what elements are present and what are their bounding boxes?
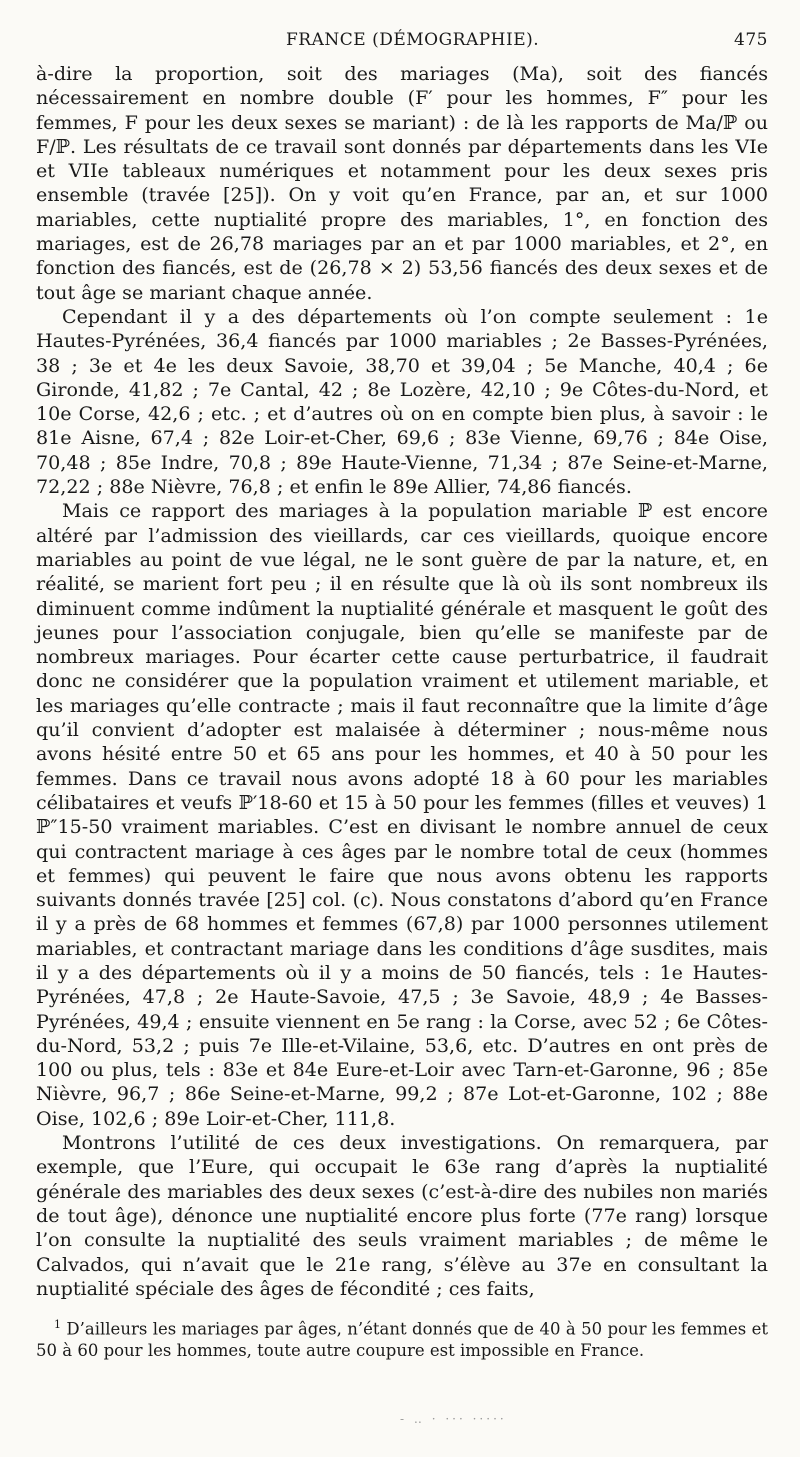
- scan-mark: ‥: [413, 1412, 425, 1426]
- page-number: 475: [734, 30, 768, 50]
- paragraph: Cependant il y a des départements où l’on compte seulement : 1e Hautes-Pyrénées, 36,4 fiancés par 1000 mariables ; 2e Basses-Pyrénées, 38 ; 3e et 4e les deux Savoie, 38,70 et 39,04 ; 5e Manche, 40,4 ; 6e Gironde, 41,82 ; 7e Cantal, 42 ; 8e Lozère, 42,10 ; 9e Côtes-du-Nord, et 10e Corse, 42,6 ; etc. ; et d’autres où on en compte bien plus, à savoir : le 81e Aisne, 67,4 ; 82e Loir-et-Cher, 69,6 ; 83e Vienne, 69,76 ; 84e Oise, 70,48 ; 85e Indre, 70,8 ; 89e Haute-Vienne, 71,34 ; 87e Seine-et-Marne, 72,22 ; 88e Nièvre, 76,8 ; et enfin le 89e Allier, 74,86 fiancés.: [36, 304, 768, 499]
- scan-mark: -: [400, 1412, 408, 1426]
- paragraph: Mais ce rapport des mariages à la population mariable ℙ est encore altéré par l’admission des vieillards, car ces vieillards, quoique encore mariables au point de vue légal, ne le sont guère de par la nature, et, en réalité, se marient fort peu ; il en résulte que là où ils sont nombreux ils diminuent comme indûment la nuptialité générale et masquent le goût des jeunes pour l’association conjugale, bien qu’elle se manifeste par de nombreux mariages. Pour écarter cette cause perturbatrice, il faudrait donc ne considérer que la population vraiment et utilement mariable, et les mariages qu’elle contracte ; mais il faut reconnaître que la limite d’âge qu’il convient d’adopter est malaisée à déterminer ; nous-même nous avons hésité entre 50 et 65 ans pour les hommes, et 40 à 50 pour les femmes. Dans ce travail nous avons adopté 18 à 60 pour les mariables célibataires et veufs ℙ′18-60 et 15 à 50 pour les femmes (filles et veuves) 1 ℙ″15-50 vraiment mariables. C’est en divisant le nombre annuel de ceux qui contractent mariage à ces âges par le nombre total de ceux (hommes et femmes) qui peuvent le faire que nous avons obtenu les rapports suivants donnés travée [25] col. (c). Nous constatons d’abord qu’en France il y a près de 68 hommes et femmes (67,8) par 1000 personnes utilement mariables, et contractant mariage dans les conditions d’âge susdites, mais il y a des départements où il y a moins de 50 fiancés, tels : 1e Hautes-Pyrénées, 47,8 ; 2e Haute-Savoie, 47,5 ; 3e Savoie, 48,9 ; 4e Basses-Pyrénées, 49,4 ; ensuite viennent en 5e rang : la Corse, avec 52 ; 6e Côtes-du-Nord, 53,2 ; puis 7e Ille-et-Vilaine, 53,6, etc. D’autres en ont près de 100 ou plus, tels : 83e et 84e Eure-et-Loir avec Tarn-et-Garonne, 96 ; 85e Nièvre, 96,7 ; 86e Seine-et-Marne, 99,2 ; 87e Lot-et-Garonne, 102 ; 88e Oise, 102,6 ; 89e Loir-et-Cher, 111,8.: [36, 499, 768, 1130]
- paragraph: Montrons l’utilité de ces deux investigations. On remarquera, par exemple, que l’Eure, qui occupait le 63e rang d’après la nuptialité générale des mariables des deux sexes (c’est-à-dire des nubiles non mariés de tout âge), dénonce une nuptialité encore plus forte (77e rang) lorsque l’on consulte la nuptialité des seuls vraiment mariables ; de même le Calvados, qui n’avait que le 21e rang, s’élève au 37e en consultant la nuptialité spéciale des âges de fécondité ; ces faits,: [36, 1131, 768, 1300]
- running-title: FRANCE (DÉMOGRAPHIE).: [286, 30, 540, 50]
- scan-artifacts: [400, 1412, 770, 1426]
- paragraph-continued: à-dire la proportion, soit des mariages (Ma), soit des fiancés nécessairement en nombre double (F′ pour les hommes, F″ pour les femmes, F pour les deux sexes se mariant) : de là les rapports de Ma/ℙ ou F/ℙ. Les résultats de ce travail sont donnés par départements dans les VIe et VIIe tableaux numériques et notamment pour les deux sexes pris ensemble (travée [25]). On y voit qu’en France, par an, et sur 1000 mariables, cette nuptialité propre des mariables, 1°, en fonction des mariages, est de 26,78 mariages par an et par 1000 mariables, et 2°, en fonction des fiancés, est de (26,78 × 2) 53,56 fiancés des deux sexes et de tout âge se mariant chaque année.: [36, 62, 768, 304]
- main-text: [36, 62, 768, 1301]
- footnote: [36, 1314, 768, 1361]
- footnote-divider: [36, 1300, 156, 1302]
- page-header: [36, 26, 768, 56]
- footnote-marker: 1: [54, 1318, 61, 1331]
- footnote-text: D’ailleurs les mariages par âges, n’étant donnés que de 40 à 50 pour les femmes et 50 à 60 pour les hommes, toute autre coupure est impossible en France.: [36, 1319, 768, 1360]
- scan-mark: · ··· ·····: [431, 1412, 507, 1426]
